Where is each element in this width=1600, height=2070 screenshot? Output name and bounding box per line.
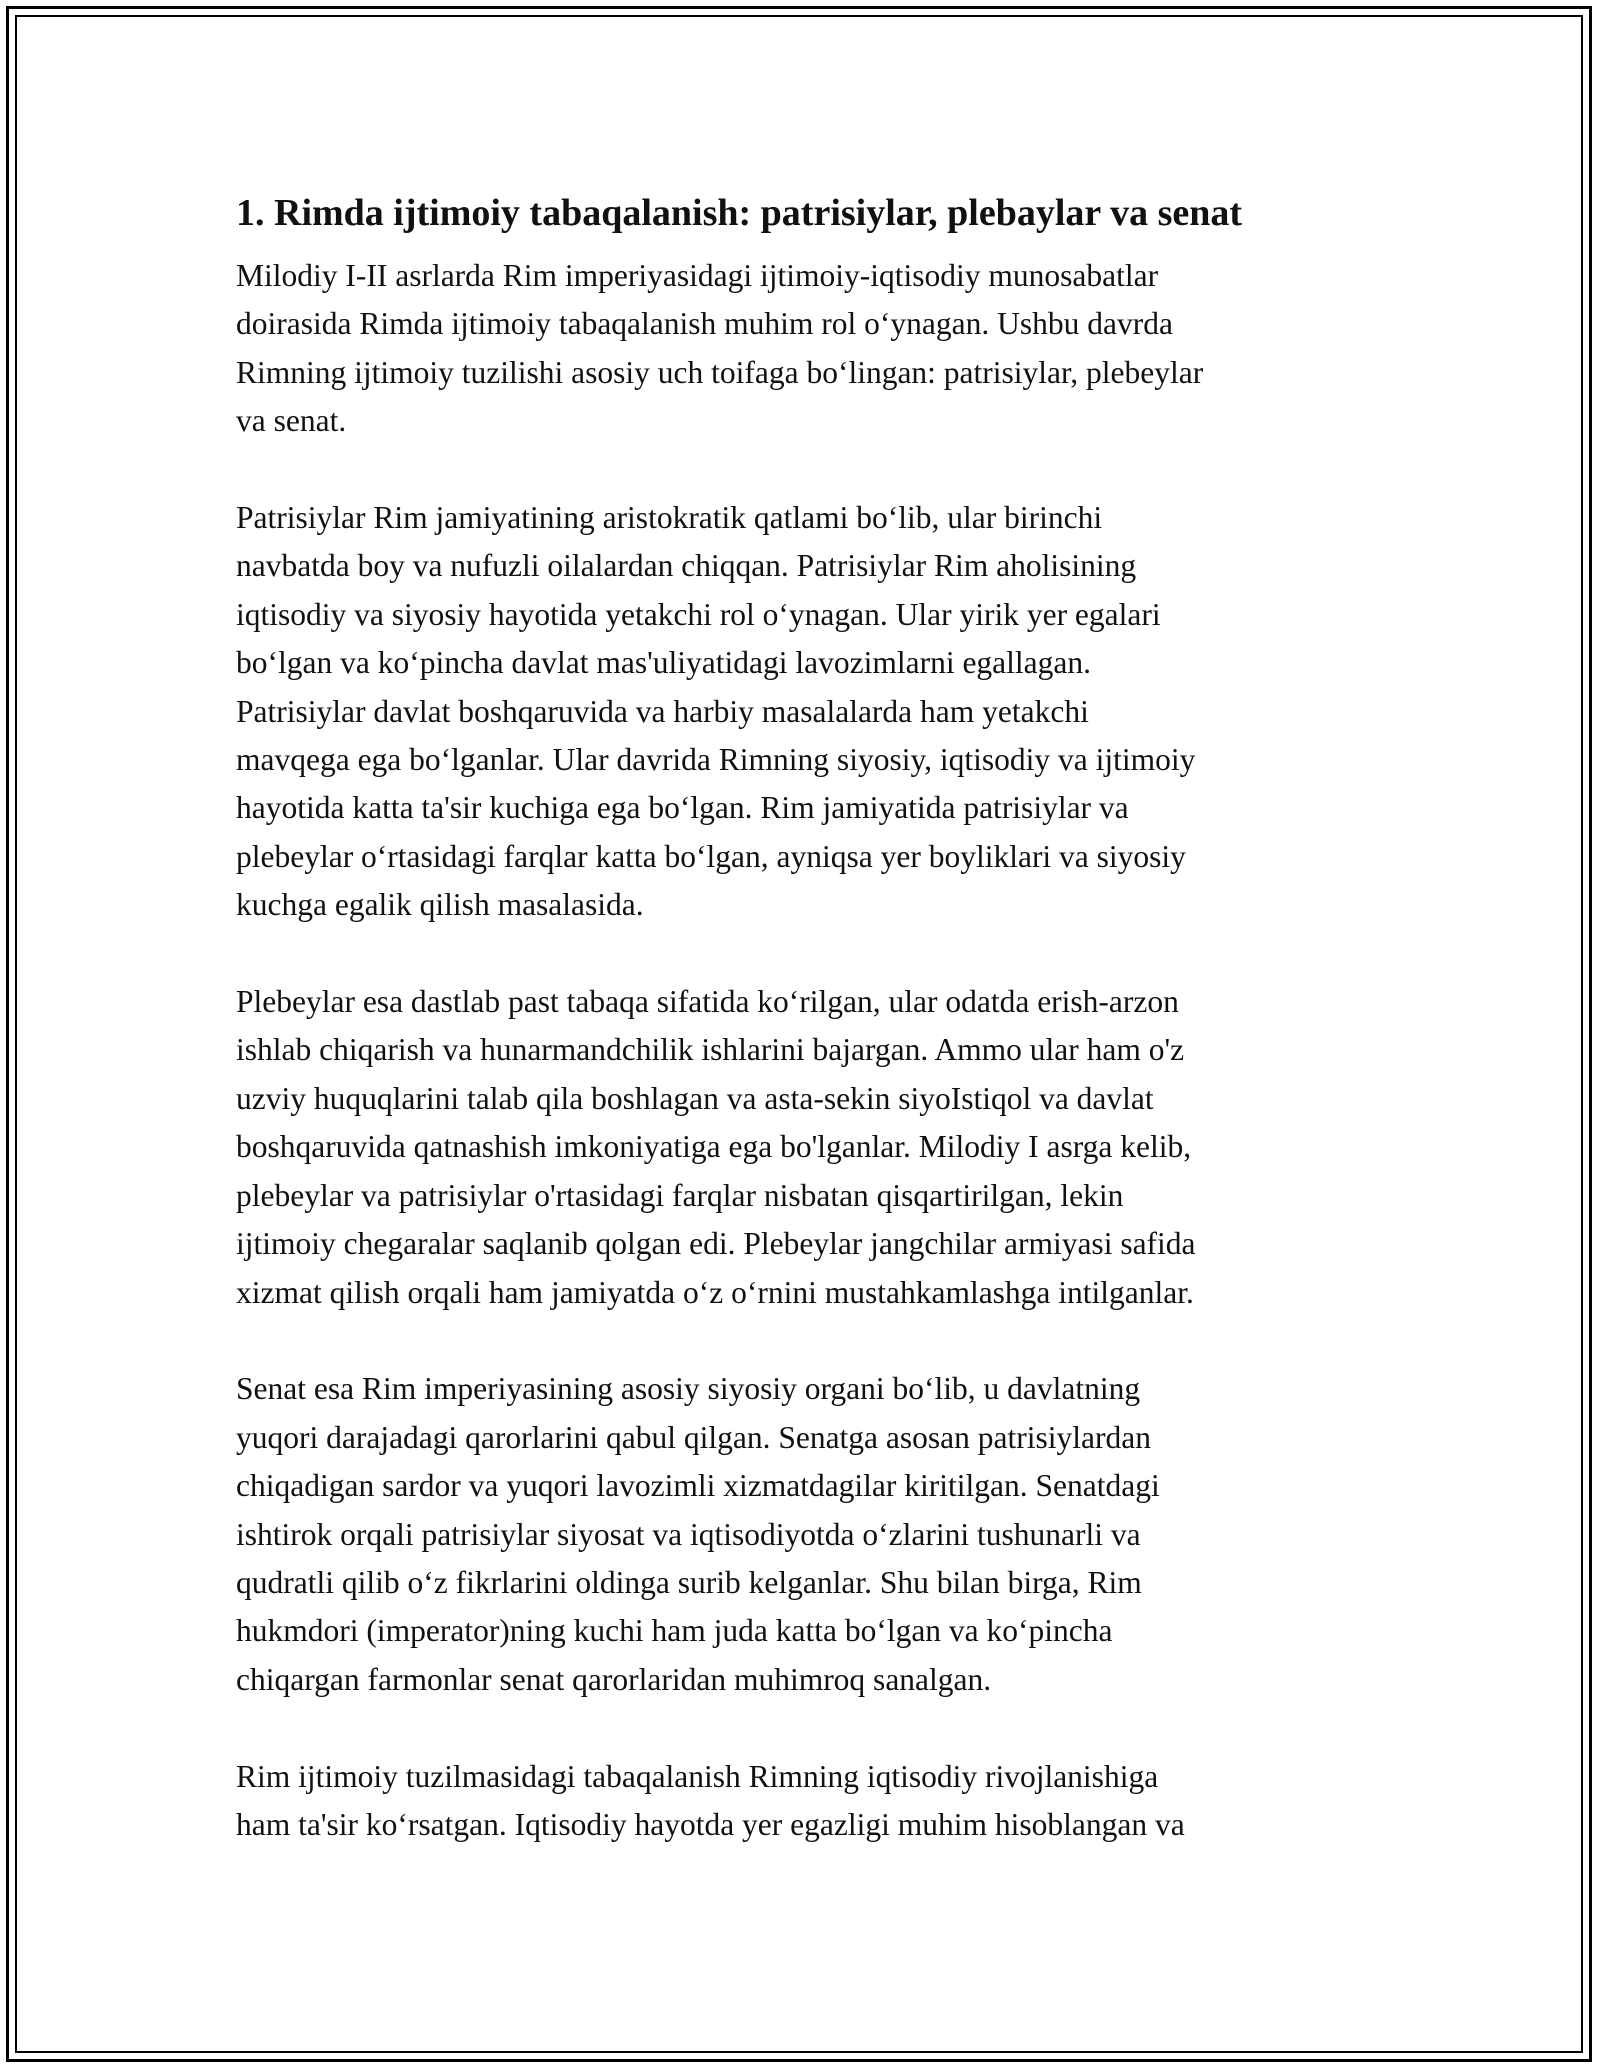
text-line: bo‘lgan va ko‘pincha davlat mas'uliyatidagi lavozimlarni egallagan. xyxy=(236,645,1092,681)
paragraph-4 xyxy=(236,1365,1366,1704)
text-line: navbatda boy va nufuzli oilalardan chiqqan. Patrisiylar Rim aholisining xyxy=(236,548,1137,584)
text-line: plebeylar va patrisiylar o'rtasidagi farqlar nisbatan qisqartirilgan, lekin xyxy=(236,1177,1124,1213)
text-line: plebeylar o‘rtasidagi farqlar katta bo‘lgan, ayniqsa yer boyliklari va siyosiy xyxy=(236,838,1186,874)
paragraph-2 xyxy=(236,494,1366,930)
text-line: ham ta'sir ko‘rsatgan. Iqtisodiy hayotda yer egazligi muhim hisoblangan va xyxy=(236,1806,1185,1842)
text-line: hukmdori (imperator)ning kuchi ham juda katta bo‘lgan va ko‘pincha xyxy=(236,1613,1113,1649)
text-line: qudratli qilib o‘z fikrlarini oldinga surib kelganlar. Shu bilan birga, Rim xyxy=(236,1564,1142,1600)
paragraph-3 xyxy=(236,978,1366,1317)
text-line: kuchga egalik qilish masalasida. xyxy=(236,887,644,923)
text-line: Plebeylar esa dastlab past tabaqa sifatida ko‘rilgan, ular odatda erish-arzon xyxy=(236,984,1179,1020)
text-line: Patrisiylar Rim jamiyatining aristokratik qatlami bo‘lib, ular birinchi xyxy=(236,500,1103,536)
text-line: doirasida Rimda ijtimoiy tabaqalanish muhim rol o‘ynagan. Ushbu davrda xyxy=(236,306,1173,342)
paragraph-1 xyxy=(236,252,1366,446)
text-line: ishtirok orqali patrisiylar siyosat va iqtisodiyotda o‘zlarini tushunarli va xyxy=(236,1516,1141,1552)
text-line: chiqargan farmonlar senat qarorlaridan muhimroq sanalgan. xyxy=(236,1661,992,1697)
text-line: chiqadigan sardor va yuqori lavozimli xizmatdagilar kiritilgan. Senatdagi xyxy=(236,1468,1160,1504)
document-body xyxy=(236,186,1366,1898)
text-line: ishlab chiqarish va hunarmandchilik ishlarini bajargan. Ammo ular ham o'z xyxy=(236,1032,1185,1068)
text-line: ijtimoiy chegaralar saqlanib qolgan edi. Plebeylar jangchilar armiyasi safida xyxy=(236,1226,1196,1262)
text-line: yuqori darajadagi qarorlarini qabul qilgan. Senatga asosan patrisiylardan xyxy=(236,1419,1151,1455)
text-line: Rimning ijtimoiy tuzilishi asosiy uch toifaga bo‘lingan: patrisiylar, plebeylar xyxy=(236,354,1204,390)
paragraph-5 xyxy=(236,1753,1366,1850)
text-line: iqtisodiy va siyosiy hayotida yetakchi rol o‘ynagan. Ular yirik yer egalari xyxy=(236,596,1161,632)
text-line: va senat. xyxy=(236,403,347,439)
text-line: uzviy huquqlarini talab qila boshlagan va asta-sekin siyoIstiqol va davlat xyxy=(236,1080,1154,1116)
text-line: hayotida katta ta'sir kuchiga ega bo‘lgan. Rim jamiyatida patrisiylar va xyxy=(236,790,1129,826)
text-line: xizmat qilish orqali ham jamiyatda o‘z o‘rnini mustahkamlashga intilganlar. xyxy=(236,1274,1194,1310)
text-line: mavqega ega bo‘lganlar. Ular davrida Rimning siyosiy, iqtisodiy va ijtimoiy xyxy=(236,742,1196,778)
text-line: Milodiy I-II asrlarda Rim imperiyasidagi ijtimoiy-iqtisodiy munosabatlar xyxy=(236,258,1159,293)
text-line: Rim ijtimoiy tuzilmasidagi tabaqalanish Rimning iqtisodiy rivojlanishiga xyxy=(236,1758,1159,1794)
text-line: boshqaruvida qatnashish imkoniyatiga ega bo'lganlar. Milodiy I asrga kelib, xyxy=(236,1129,1192,1165)
text-line: Patrisiylar davlat boshqaruvida va harbiy masalalarda ham yetakchi xyxy=(236,693,1089,729)
section-heading: 1. Rimda ijtimoiy tabaqalanish: patrisiylar, plebaylar va senat xyxy=(236,192,1243,234)
text-line: Senat esa Rim imperiyasining asosiy siyosiy organi bo‘lib, u davlatning xyxy=(236,1371,1141,1407)
paragraph-list xyxy=(236,252,1366,1849)
